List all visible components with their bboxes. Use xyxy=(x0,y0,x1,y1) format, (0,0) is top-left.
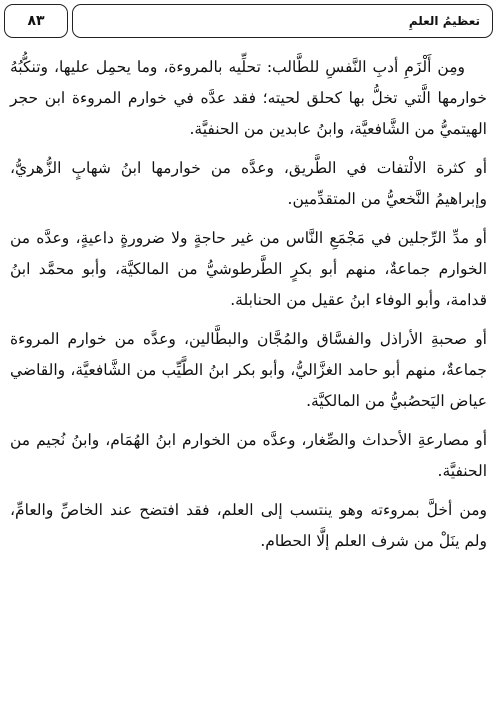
paragraph-6: ومن أخلَّ بمروءته وهو ينتسب إلى العلم، فقد افتضح عند الخاصِّ والعامِّ، ولم ينَلْ من شرف العلم إلَّا الحطام. xyxy=(10,501,487,550)
page-number: ٨٣ xyxy=(27,13,45,29)
header-title-frame xyxy=(72,4,493,38)
paragraph-1: ومِن أَلْزَمِ أدبِ النَّفسِ للطَّالب: تحلِّيه بالمروءة، وما يحمِل عليها، وتنكُّبُهُ خوارمها الَّتي تخلُّ بها كحلق لحيته؛ فقد عدَّه في خوارم المروءة ابن حجر الهيتميُّ من الشَّافعيَّة، وابنُ عابدين من الحنفيَّة. xyxy=(10,58,487,138)
page-body xyxy=(10,52,487,565)
paragraph-3: أو مدِّ الرِّجلين في مَجْمَعِ النَّاس من غير حاجةٍ ولا ضرورةٍ داعيةٍ، وعدَّه من الخوارم جماعةٌ، منهم أبو بكرٍ الطَّرطوشيُّ من المالكيَّة، وأبو محمَّد ابنُ قدامة، وأبو الوفاء ابنُ عقيل من الحنابلة. xyxy=(10,229,487,309)
running-title: تعظيمُ العلمِ xyxy=(408,14,480,28)
page-header xyxy=(4,4,493,38)
paragraph-5: أو مصارعةِ الأحداث والصِّغار، وعدَّه من الخوارم ابنُ الهُمَام، وابنُ نُجيم من الحنفيَّة. xyxy=(10,431,487,480)
paragraph-4: أو صحبةِ الأراذل والفسَّاق والمُجَّان والبطَّالين، وعدَّه من خوارم المروءة جماعةٌ، منهم أبو حامد الغزَّاليُّ، وأبو بكر ابنُ الطَّيِّب من الشَّافعيَّة، والقاضي عياض اليَحصُبيُّ من المالكيَّة. xyxy=(10,330,487,410)
paragraph-2: أو كثرة الالْتفات في الطَّريق، وعدَّه من خوارمها ابنُ شهابٍ الزُّهريُّ، وإبراهيمُ النَّخعيُّ من المتقدِّمين. xyxy=(10,159,487,208)
page-number-frame xyxy=(4,4,68,38)
